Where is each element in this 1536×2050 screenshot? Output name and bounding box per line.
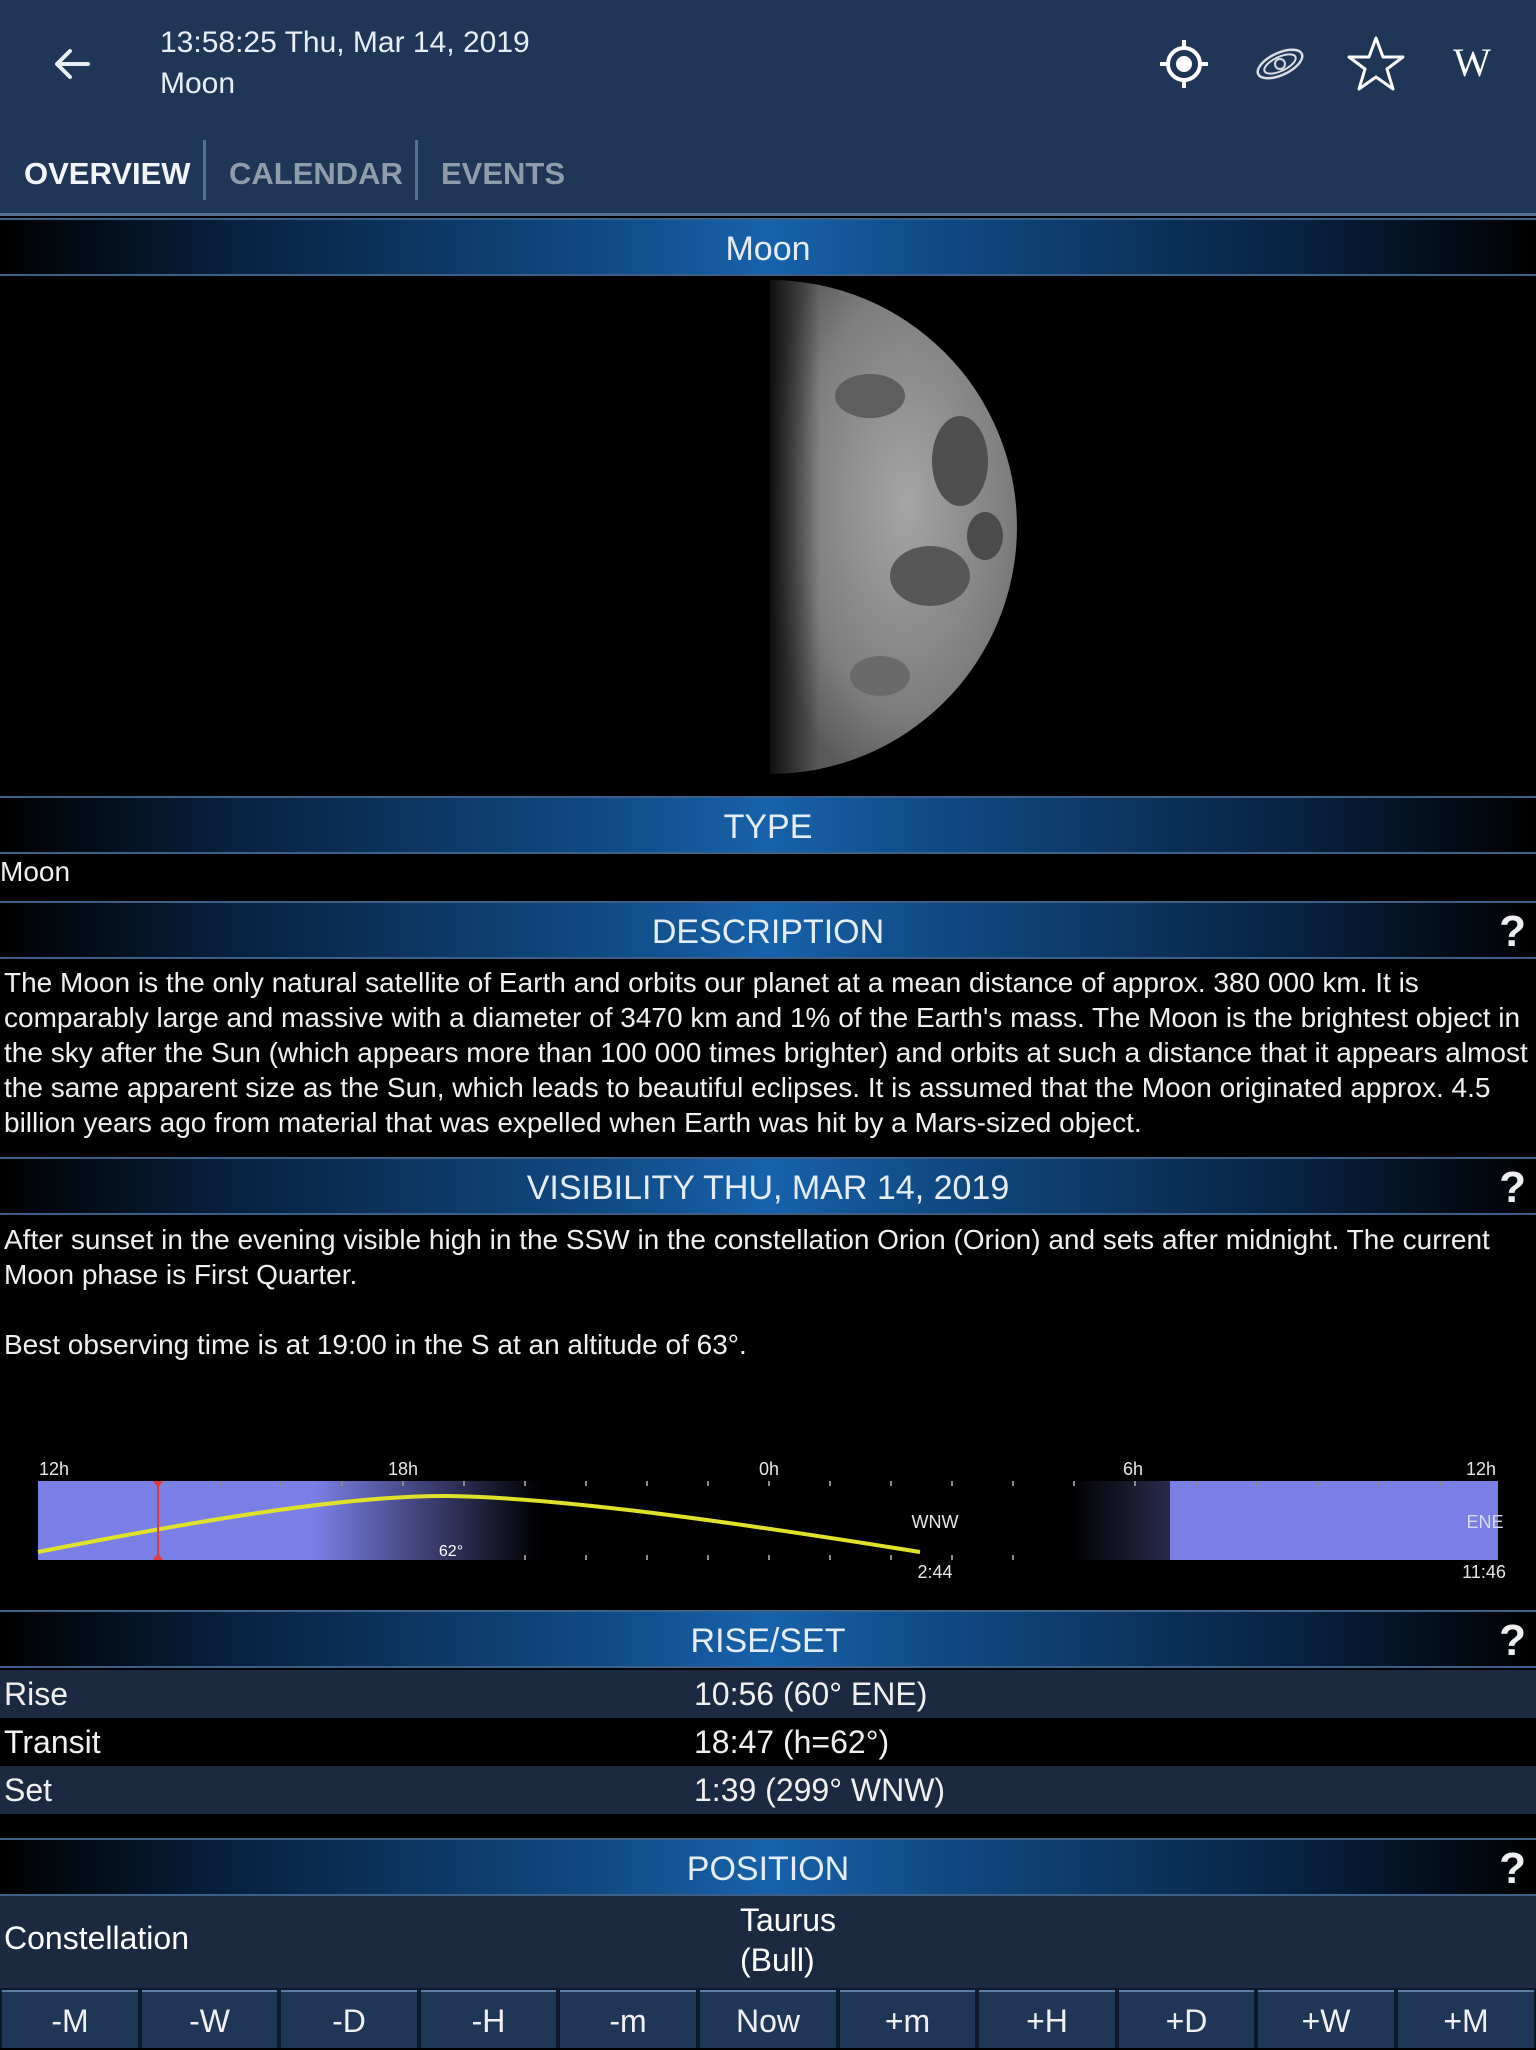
plus-minute-button[interactable]: +m — [840, 1990, 975, 2048]
visibility-section-title: VISIBILITY THU, MAR 14, 2019 — [526, 1169, 1010, 1207]
tab-calendar[interactable]: CALENDAR — [229, 156, 403, 191]
daylight-band-evening — [38, 1481, 540, 1560]
row-label: Transit — [4, 1724, 101, 1760]
wikipedia-icon[interactable] — [1438, 30, 1506, 98]
hour-label: 12h — [1465, 1459, 1497, 1479]
tab-divider — [415, 140, 418, 200]
now-button[interactable]: Now — [700, 1990, 836, 2048]
visibility-section-header — [0, 1157, 1536, 1215]
riseset-help-icon[interactable]: ? — [1499, 1616, 1526, 1665]
app-bar — [0, 0, 1536, 128]
position-section-title: POSITION — [686, 1850, 850, 1888]
table-row — [0, 1718, 1536, 1766]
rise-direction-label: ENE — [1466, 1512, 1504, 1532]
constellation-alt-name: (Bull) — [740, 1942, 815, 1978]
plus-hour-button[interactable]: +H — [979, 1990, 1115, 2048]
description-text: The Moon is the only natural satellite of Earth and orbits our planet at a mean distance of approx. 380 000 km. It is comparably large and massive with a diameter of 3470 km and 1% of the Earth's mass. The Moon is the brightest object in the sky after the Sun (which appears more than 100 000 times brighter) and orbits at such a distance that it appears almost the same apparent size as the Sun, which leads to beautiful eclipses. It is assumed that the Moon originated approx. 4.5 billion years ago from material that was expelled when Earth was hit by a Mars-sized object. — [4, 967, 1528, 1138]
image-section-title: Moon — [725, 230, 811, 268]
minus-week-button[interactable]: -W — [142, 1990, 277, 2048]
svg-text:W: W — [1453, 40, 1491, 85]
visibility-text: After sunset in the evening visible high in the SSW in the constellation Orion (Orion) and sets after midnight. The current Moon phase is First Quarter. — [4, 1224, 1490, 1290]
hour-label: 6h — [1122, 1459, 1144, 1479]
riseset-section-header — [0, 1610, 1536, 1668]
type-section-header — [0, 796, 1536, 854]
row-value: 10:56 (60° ENE) — [694, 1676, 928, 1712]
set-direction-label: WNW — [911, 1512, 959, 1532]
back-arrow-icon[interactable] — [44, 36, 100, 92]
tab-divider — [203, 140, 206, 200]
plus-month-button[interactable]: +M — [1398, 1990, 1534, 2048]
best-observing-text: Best observing time is at 19:00 in the S at an altitude of 63°. — [4, 1329, 747, 1360]
moon-image — [0, 276, 1536, 796]
minus-day-button[interactable]: -D — [281, 1990, 417, 2048]
constellation-value: Taurus — [740, 1902, 837, 1938]
row-label: Rise — [4, 1676, 69, 1712]
type-value: Moon — [0, 856, 71, 887]
peak-altitude-label: 62° — [438, 1543, 464, 1560]
tab-events[interactable]: EVENTS — [441, 156, 566, 191]
description-help-icon[interactable]: ? — [1499, 907, 1526, 956]
constellation-row — [0, 1896, 1536, 1988]
row-label: Set — [4, 1772, 53, 1808]
row-value: 18:47 (h=62°) — [694, 1724, 890, 1760]
current-datetime: 13:58:25 Thu, Mar 14, 2019 — [160, 26, 530, 59]
visibility-timeline — [0, 1450, 1536, 1590]
description-section-header — [0, 901, 1536, 959]
position-section-header — [0, 1838, 1536, 1896]
type-section-title: TYPE — [723, 808, 813, 846]
plus-week-button[interactable]: +W — [1258, 1990, 1394, 2048]
orbit-icon[interactable] — [1246, 30, 1314, 98]
minus-hour-button[interactable]: -H — [421, 1990, 556, 2048]
star-icon[interactable] — [1342, 30, 1410, 98]
set-time-label: 2:44 — [917, 1562, 953, 1582]
rise-time-label: 11:46 — [1462, 1562, 1506, 1582]
plus-day-button[interactable]: +D — [1119, 1990, 1254, 2048]
hour-label: 0h — [758, 1459, 780, 1479]
description-section-title: DESCRIPTION — [651, 913, 885, 951]
position-help-icon[interactable]: ? — [1499, 1844, 1526, 1893]
image-section-header — [0, 218, 1536, 276]
table-row — [0, 1766, 1536, 1814]
row-value: 1:39 (299° WNW) — [694, 1772, 946, 1808]
minus-minute-button[interactable]: -m — [560, 1990, 696, 2048]
hour-label: 12h — [38, 1459, 70, 1479]
hour-label: 18h — [387, 1459, 419, 1479]
minus-month-button[interactable]: -M — [2, 1990, 138, 2048]
tab-overview[interactable]: OVERVIEW — [24, 156, 191, 191]
locate-icon[interactable] — [1150, 30, 1218, 98]
table-row — [0, 1670, 1536, 1718]
visibility-help-icon[interactable]: ? — [1499, 1163, 1526, 1212]
constellation-label: Constellation — [4, 1920, 189, 1956]
tab-bar — [0, 128, 1536, 216]
object-name: Moon — [160, 67, 236, 100]
riseset-section-title: RISE/SET — [690, 1622, 846, 1660]
